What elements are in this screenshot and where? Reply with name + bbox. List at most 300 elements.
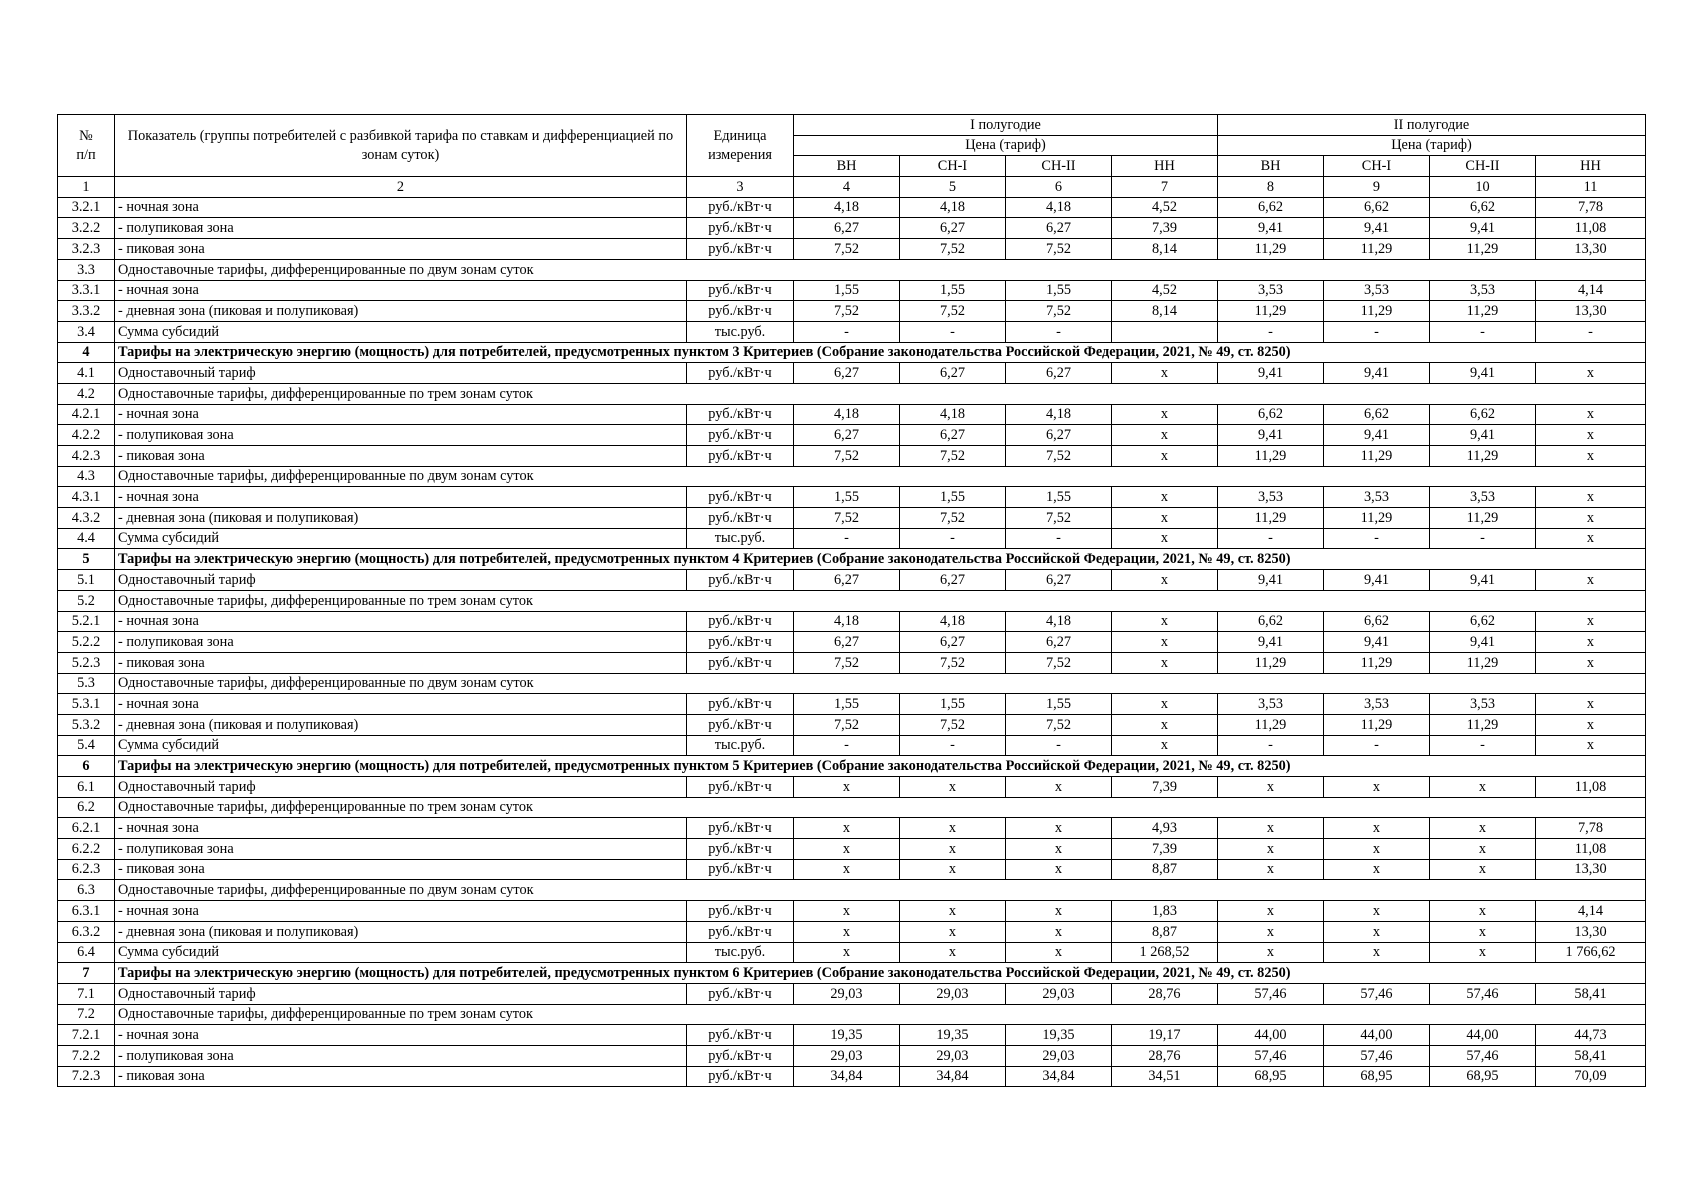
table-body [58,197,1646,1087]
tariff-value: 7,52 [1006,301,1112,322]
tariff-value: 6,27 [794,218,900,239]
header-level: СН-II [1430,156,1536,177]
table-row [58,1066,1646,1087]
tariff-value: 6,27 [794,425,900,446]
tariff-value: - [1218,321,1324,342]
tariff-value: х [794,921,900,942]
tariff-value: х [1536,363,1646,384]
table-row [58,487,1646,508]
tariff-value: 34,51 [1112,1066,1218,1087]
table-row [58,818,1646,839]
tariff-value: - [900,735,1006,756]
tariff-value: 13,30 [1536,239,1646,260]
tariff-value: 3,53 [1324,694,1430,715]
tariff-value: 29,03 [794,983,900,1004]
row-label: - полупиковая зона [115,218,687,239]
tariff-value: 6,27 [1006,570,1112,591]
tariff-value: 11,29 [1218,301,1324,322]
tariff-value: х [1536,528,1646,549]
row-label: - ночная зона [115,487,687,508]
row-number: 4.1 [58,363,115,384]
tariff-value: 8,87 [1112,859,1218,880]
row-number: 7.2.1 [58,1025,115,1046]
tariff-value: 7,52 [1006,446,1112,467]
tariff-value: 13,30 [1536,921,1646,942]
row-number: 3.2.1 [58,197,115,218]
row-label: - ночная зона [115,404,687,425]
tariff-value: 6,27 [1006,425,1112,446]
table-row [58,528,1646,549]
row-label: - пиковая зона [115,652,687,673]
tariff-value: 29,03 [900,983,1006,1004]
tariff-value: 9,41 [1218,632,1324,653]
header-half-2: II полугодие [1218,115,1646,136]
table-row [58,218,1646,239]
row-unit: руб./кВт·ч [687,839,794,860]
tariff-value: 68,95 [1324,1066,1430,1087]
group-row [58,466,1646,487]
tariff-value: 29,03 [900,1045,1006,1066]
tariff-value: 13,30 [1536,859,1646,880]
row-number: 6.4 [58,942,115,963]
table-row [58,839,1646,860]
row-number: 5.3.2 [58,714,115,735]
column-number: 11 [1536,177,1646,198]
tariff-value: х [1112,446,1218,467]
tariff-value: 1,55 [900,280,1006,301]
tariff-value: 6,62 [1324,404,1430,425]
table-row [58,301,1646,322]
section-row [58,549,1646,570]
section-title: Тарифы на электрическую энергию (мощность) для потребителей, предусмотренных пунктом 4 Критериев (Собрание законодательства Российской Федерации, 2021, № 49, ст. 8250) [115,549,1646,570]
row-number: 5.3 [58,673,115,694]
tariff-value: 6,27 [900,570,1006,591]
group-row [58,673,1646,694]
tariff-value: - [794,528,900,549]
tariff-value: 1,55 [794,280,900,301]
header-level: ВН [794,156,900,177]
tariff-value: 11,29 [1430,446,1536,467]
tariff-value: 6,27 [794,632,900,653]
group-row [58,880,1646,901]
column-number: 3 [687,177,794,198]
tariff-value: 7,52 [900,714,1006,735]
row-number: 6.2 [58,797,115,818]
tariff-value: 11,29 [1218,446,1324,467]
tariff-value: х [1324,777,1430,798]
group-title: Одноставочные тарифы, дифференцированные по двум зонам суток [115,673,1646,694]
tariff-value: 57,46 [1430,1045,1536,1066]
row-unit: руб./кВт·ч [687,818,794,839]
tariff-value: х [794,777,900,798]
row-label: - ночная зона [115,280,687,301]
row-label: - ночная зона [115,901,687,922]
tariff-value: 6,27 [794,570,900,591]
row-number: 3.2.3 [58,239,115,260]
table-row [58,239,1646,260]
tariff-value: х [1536,508,1646,529]
row-unit: тыс.руб. [687,735,794,756]
tariff-value: 7,52 [900,508,1006,529]
row-unit: руб./кВт·ч [687,1025,794,1046]
tariff-value: 9,41 [1430,632,1536,653]
tariff-value: 3,53 [1324,487,1430,508]
row-unit: руб./кВт·ч [687,777,794,798]
section-row [58,963,1646,984]
tariff-value: 34,84 [1006,1066,1112,1087]
row-label: Сумма субсидий [115,942,687,963]
tariff-value: 11,29 [1430,714,1536,735]
section-title: Тарифы на электрическую энергию (мощность) для потребителей, предусмотренных пунктом 5 Критериев (Собрание законодательства Российской Федерации, 2021, № 49, ст. 8250) [115,756,1646,777]
tariff-value: 6,27 [900,632,1006,653]
tariff-value: х [1006,921,1112,942]
tariff-value: 1,55 [794,694,900,715]
tariff-value: 7,52 [900,239,1006,260]
tariff-value: 9,41 [1324,218,1430,239]
tariff-value: 6,62 [1430,404,1536,425]
tariff-value: х [1430,942,1536,963]
tariff-value: х [1324,901,1430,922]
row-number: 4.2.3 [58,446,115,467]
tariff-value: 58,41 [1536,983,1646,1004]
tariff-value: 7,78 [1536,197,1646,218]
tariff-value: 11,08 [1536,218,1646,239]
tariff-value: 11,29 [1324,714,1430,735]
table-row [58,321,1646,342]
header-level: ВН [1218,156,1324,177]
group-row [58,797,1646,818]
row-unit: руб./кВт·ч [687,611,794,632]
tariff-value: х [1536,446,1646,467]
row-unit: тыс.руб. [687,321,794,342]
tariff-value: - [1006,735,1112,756]
tariff-value: 11,29 [1218,508,1324,529]
tariff-value: - [794,321,900,342]
tariff-value: х [1430,839,1536,860]
tariff-value: 11,08 [1536,777,1646,798]
table-row [58,363,1646,384]
row-label: - полупиковая зона [115,1045,687,1066]
tariff-value: х [794,901,900,922]
row-number: 3.4 [58,321,115,342]
tariff-table-page [57,114,1640,1087]
table-row [58,1025,1646,1046]
row-unit: руб./кВт·ч [687,632,794,653]
row-unit: руб./кВт·ч [687,280,794,301]
tariff-value: х [1218,818,1324,839]
tariff-value: х [1324,839,1430,860]
tariff-value: х [1112,611,1218,632]
table-row [58,611,1646,632]
tariff-value: х [1218,777,1324,798]
tariff-value: 11,08 [1536,839,1646,860]
row-number: 3.3.2 [58,301,115,322]
header-level: СН-I [900,156,1006,177]
row-number: 7.2.3 [58,1066,115,1087]
row-unit: руб./кВт·ч [687,901,794,922]
tariff-value: 9,41 [1324,632,1430,653]
row-label: - дневная зона (пиковая и полупиковая) [115,714,687,735]
tariff-value: 7,52 [794,446,900,467]
table-row [58,777,1646,798]
table-row [58,942,1646,963]
tariff-value: 7,39 [1112,777,1218,798]
tariff-value: х [1536,694,1646,715]
tariff-value: 57,46 [1218,1045,1324,1066]
row-label: - ночная зона [115,818,687,839]
group-title: Одноставочные тарифы, дифференцированные по трем зонам суток [115,1004,1646,1025]
row-label: Сумма субсидий [115,528,687,549]
tariff-value: х [1112,694,1218,715]
tariff-value: х [1112,735,1218,756]
column-number: 1 [58,177,115,198]
tariff-value: 1,55 [1006,280,1112,301]
group-title: Одноставочные тарифы, дифференцированные по трем зонам суток [115,797,1646,818]
row-number: 4.2 [58,383,115,404]
tariff-value: 9,41 [1218,363,1324,384]
tariff-value: х [1324,818,1430,839]
group-title: Одноставочные тарифы, дифференцированные по двум зонам суток [115,466,1646,487]
tariff-table [57,114,1646,1087]
tariff-value: - [1536,321,1646,342]
table-row [58,280,1646,301]
tariff-value: 58,41 [1536,1045,1646,1066]
row-unit: руб./кВт·ч [687,239,794,260]
row-unit: руб./кВт·ч [687,301,794,322]
tariff-value: 4,14 [1536,280,1646,301]
tariff-value: 8,87 [1112,921,1218,942]
row-label: Одноставочный тариф [115,570,687,591]
tariff-value: х [1324,921,1430,942]
tariff-value: 1,55 [1006,487,1112,508]
row-label: - дневная зона (пиковая и полупиковая) [115,921,687,942]
header-level: СН-I [1324,156,1430,177]
tariff-value: х [1218,839,1324,860]
tariff-value: х [1112,425,1218,446]
row-number: 3.2.2 [58,218,115,239]
tariff-value: х [1006,942,1112,963]
tariff-value: 57,46 [1430,983,1536,1004]
tariff-value: 4,93 [1112,818,1218,839]
tariff-value: х [1536,611,1646,632]
tariff-value: х [1536,632,1646,653]
tariff-value: 9,41 [1218,425,1324,446]
row-unit: руб./кВт·ч [687,921,794,942]
tariff-value: 1 268,52 [1112,942,1218,963]
tariff-value: 3,53 [1218,694,1324,715]
tariff-value: 7,52 [794,508,900,529]
row-number: 6.3.2 [58,921,115,942]
row-number: 6.3 [58,880,115,901]
tariff-value: 28,76 [1112,983,1218,1004]
tariff-value: 7,52 [900,446,1006,467]
tariff-value: 11,29 [1430,652,1536,673]
tariff-value: 11,29 [1430,508,1536,529]
tariff-value: х [900,859,1006,880]
row-label: Сумма субсидий [115,321,687,342]
tariff-value: х [1536,652,1646,673]
table-row [58,652,1646,673]
row-label: - пиковая зона [115,446,687,467]
tariff-value: 7,39 [1112,839,1218,860]
row-number: 6.2.1 [58,818,115,839]
tariff-value: 1,83 [1112,901,1218,922]
column-number: 5 [900,177,1006,198]
row-unit: руб./кВт·ч [687,714,794,735]
tariff-value: 4,18 [1006,197,1112,218]
tariff-value: 4,52 [1112,280,1218,301]
tariff-value: х [1112,632,1218,653]
tariff-value: 4,18 [900,611,1006,632]
tariff-value: х [900,818,1006,839]
tariff-value: 34,84 [794,1066,900,1087]
header-level: СН-II [1006,156,1112,177]
tariff-value: 7,52 [794,239,900,260]
tariff-value: 9,41 [1324,570,1430,591]
tariff-value: 6,62 [1324,611,1430,632]
tariff-value: 11,29 [1324,239,1430,260]
row-number: 4.3.1 [58,487,115,508]
tariff-value: 1,55 [900,694,1006,715]
header-num: № п/п [58,115,115,177]
tariff-value: 7,52 [1006,714,1112,735]
row-unit: руб./кВт·ч [687,446,794,467]
tariff-value: - [1324,735,1430,756]
tariff-value: 7,39 [1112,218,1218,239]
tariff-value: 44,00 [1430,1025,1536,1046]
tariff-value: х [1430,921,1536,942]
tariff-value: 4,18 [794,197,900,218]
table-row [58,632,1646,653]
row-label: Одноставочный тариф [115,363,687,384]
column-number: 6 [1006,177,1112,198]
tariff-value: 6,62 [1218,197,1324,218]
row-unit: руб./кВт·ч [687,652,794,673]
group-row [58,259,1646,280]
row-unit: руб./кВт·ч [687,508,794,529]
tariff-value: 7,52 [794,652,900,673]
tariff-value: 7,52 [1006,508,1112,529]
group-row [58,590,1646,611]
tariff-value: 6,62 [1430,611,1536,632]
header-unit: Единица измерения [687,115,794,177]
header-level: НН [1536,156,1646,177]
tariff-value: 3,53 [1430,694,1536,715]
header-half-1: I полугодие [794,115,1218,136]
tariff-value: 57,46 [1324,1045,1430,1066]
tariff-value: х [1536,714,1646,735]
header-price-2: Цена (тариф) [1218,135,1646,156]
row-unit: руб./кВт·ч [687,218,794,239]
tariff-value: 11,29 [1324,301,1430,322]
tariff-value: х [794,818,900,839]
tariff-value: х [1324,859,1430,880]
tariff-value: - [1324,321,1430,342]
tariff-value: 9,41 [1218,570,1324,591]
tariff-value: 9,41 [1324,363,1430,384]
tariff-value: 29,03 [794,1045,900,1066]
tariff-value: 29,03 [1006,1045,1112,1066]
tariff-value: 4,18 [1006,404,1112,425]
tariff-value: 11,29 [1218,714,1324,735]
tariff-value: 7,78 [1536,818,1646,839]
tariff-value: 4,18 [900,197,1006,218]
row-label: - пиковая зона [115,1066,687,1087]
tariff-value: - [1430,735,1536,756]
tariff-value: х [900,901,1006,922]
row-number: 4.3.2 [58,508,115,529]
tariff-value: 4,18 [794,611,900,632]
row-label: Сумма субсидий [115,735,687,756]
tariff-value: 19,35 [1006,1025,1112,1046]
tariff-value: 68,95 [1430,1066,1536,1087]
tariff-value: х [1112,652,1218,673]
tariff-value: х [794,942,900,963]
row-number: 4.2.1 [58,404,115,425]
section-row [58,756,1646,777]
row-number: 5.2.3 [58,652,115,673]
tariff-value: х [900,777,1006,798]
row-label: - дневная зона (пиковая и полупиковая) [115,508,687,529]
row-label: - ночная зона [115,694,687,715]
row-number: 5.1 [58,570,115,591]
tariff-value: 4,18 [900,404,1006,425]
tariff-value: 1,55 [900,487,1006,508]
tariff-value: 9,41 [1324,425,1430,446]
tariff-value: х [1006,818,1112,839]
tariff-value: 28,76 [1112,1045,1218,1066]
tariff-value: 3,53 [1218,487,1324,508]
tariff-value: 9,41 [1218,218,1324,239]
tariff-value: х [900,839,1006,860]
row-unit: руб./кВт·ч [687,404,794,425]
tariff-value: 1 766,62 [1536,942,1646,963]
tariff-value: - [1006,321,1112,342]
tariff-value: 57,46 [1324,983,1430,1004]
tariff-value: х [900,942,1006,963]
group-title: Одноставочные тарифы, дифференцированные по трем зонам суток [115,590,1646,611]
tariff-value: 4,18 [794,404,900,425]
row-unit: руб./кВт·ч [687,1045,794,1066]
row-number: 5 [58,549,115,570]
section-title: Тарифы на электрическую энергию (мощность) для потребителей, предусмотренных пунктом 3 Критериев (Собрание законодательства Российской Федерации, 2021, № 49, ст. 8250) [115,342,1646,363]
tariff-value: 3,53 [1430,487,1536,508]
tariff-value: х [1324,942,1430,963]
tariff-value: х [1006,901,1112,922]
row-number: 3.3.1 [58,280,115,301]
tariff-value: 11,29 [1324,446,1430,467]
table-row [58,859,1646,880]
row-number: 7 [58,963,115,984]
tariff-value: 7,52 [900,652,1006,673]
row-number: 7.2.2 [58,1045,115,1066]
tariff-value: 44,73 [1536,1025,1646,1046]
tariff-value: 3,53 [1324,280,1430,301]
tariff-value: 6,27 [1006,632,1112,653]
tariff-value: 19,35 [794,1025,900,1046]
tariff-value: 70,09 [1536,1066,1646,1087]
table-row [58,735,1646,756]
row-label: - ночная зона [115,197,687,218]
header-price-1: Цена (тариф) [794,135,1218,156]
tariff-value: х [1218,901,1324,922]
row-unit: руб./кВт·ч [687,197,794,218]
table-row [58,404,1646,425]
row-unit: тыс.руб. [687,942,794,963]
tariff-value: х [1536,404,1646,425]
tariff-value: - [1218,735,1324,756]
tariff-value: 13,30 [1536,301,1646,322]
